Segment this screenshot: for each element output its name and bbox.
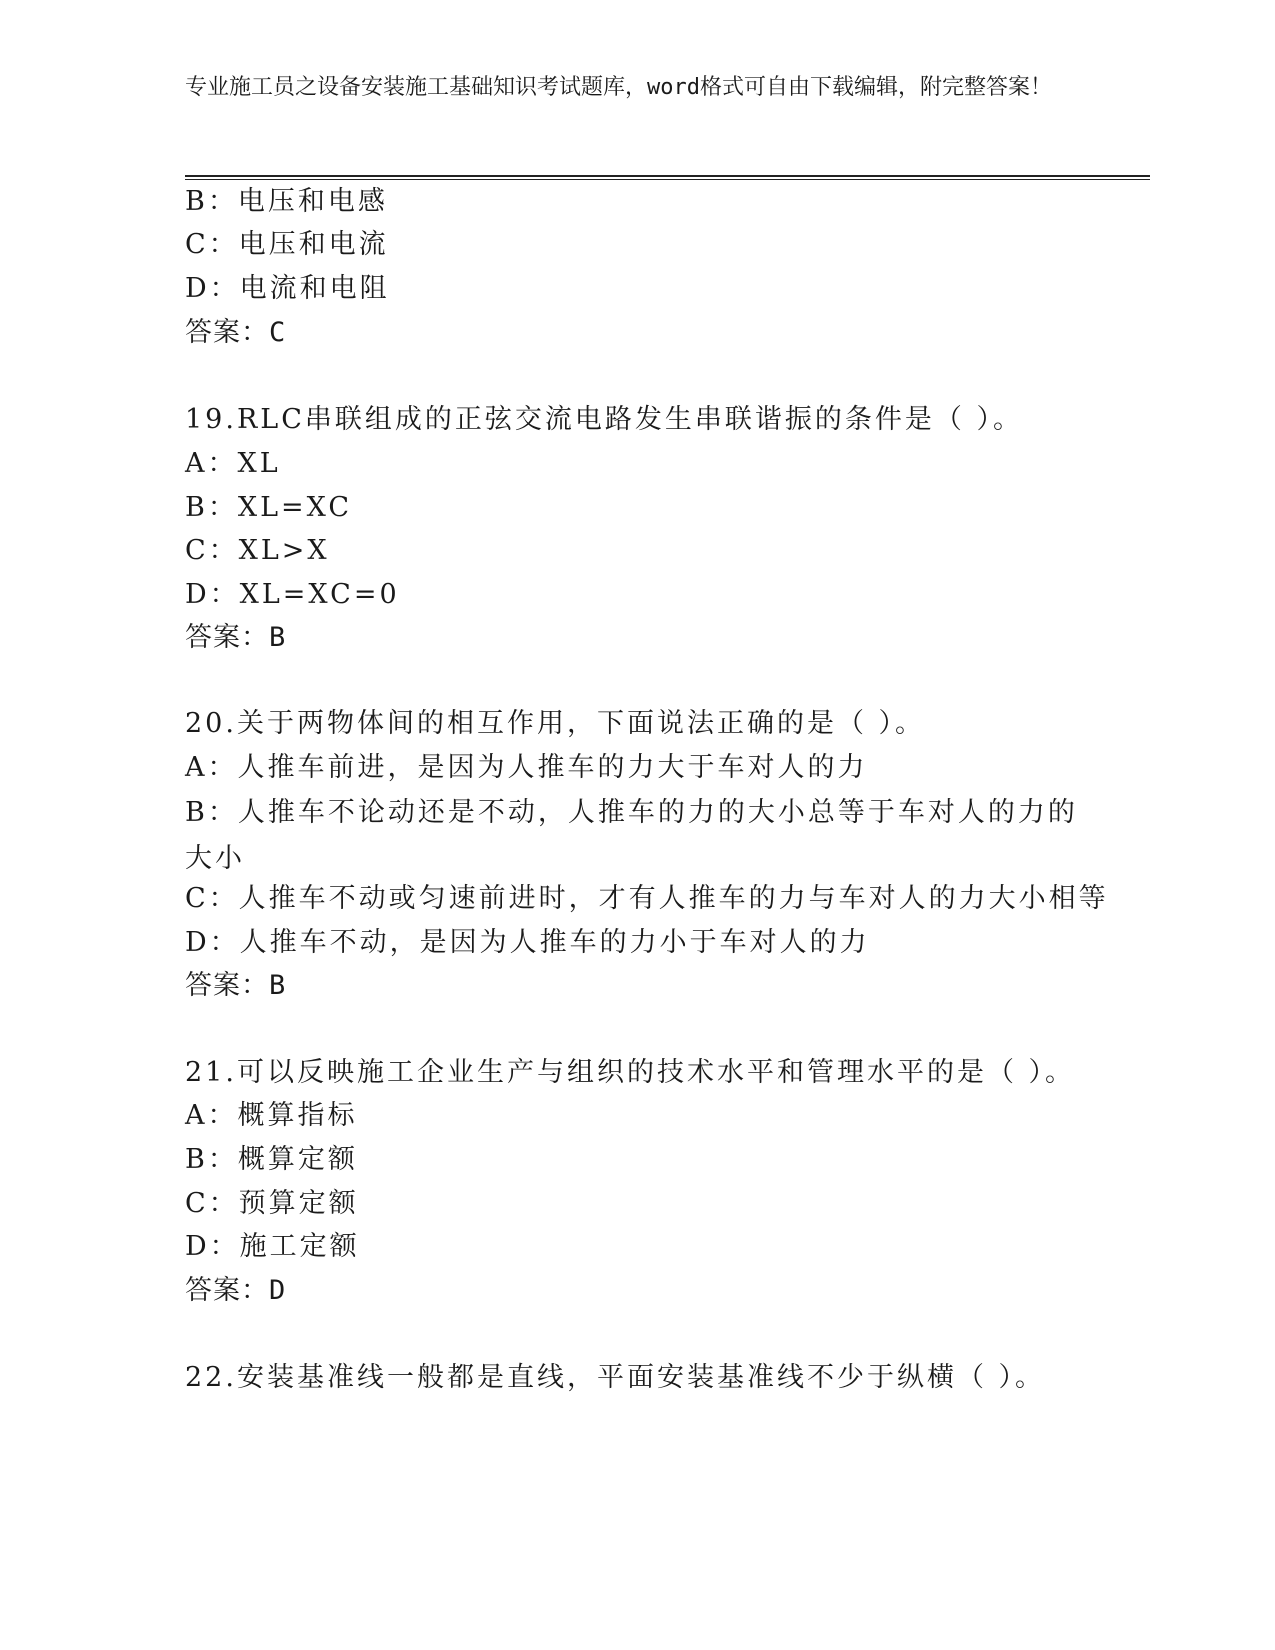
q18-answer: 答案：C <box>185 317 287 348</box>
q19-answer: 答案：B <box>185 622 287 653</box>
q20-option-b: B：人推车不论动还是不动，人推车的力的大小总等于车对人的力的大小 <box>185 797 1078 874</box>
q20-answer: 答案：B <box>185 970 287 1001</box>
q21-option-a: A：概算指标 <box>185 1100 358 1131</box>
q21-option-c: C：预算定额 <box>185 1188 359 1219</box>
q20-question: 20.关于两物体间的相互作用，下面说法正确的是（ ）。 <box>185 708 926 739</box>
q19-option-c: C：XL>X <box>185 535 330 566</box>
q22-question: 22.安装基准线一般都是直线，平面安装基准线不少于纵横（ ）。 <box>185 1362 1046 1393</box>
q20-option-c: C：人推车不动或匀速前进时，才有人推车的力与车对人的力大小相等 <box>185 883 1109 914</box>
q21-answer: 答案：D <box>185 1275 287 1306</box>
q19-option-b: B：XL=XC <box>185 492 353 523</box>
header-divider <box>185 175 1150 180</box>
q21-option-d: D：施工定额 <box>185 1231 360 1262</box>
q18-option-c: C：电压和电流 <box>185 229 389 260</box>
q21-question: 21.可以反映施工企业生产与组织的技术水平和管理水平的是（ ）。 <box>185 1057 1076 1088</box>
q19-question: 19.RLC串联组成的正弦交流电路发生串联谐振的条件是（ ）。 <box>185 404 1023 435</box>
document-header: 专业施工员之设备安装施工基础知识考试题库，word格式可自由下载编辑，附完整答案！ <box>185 75 1052 100</box>
q18-option-d: D：电流和电阻 <box>185 273 390 304</box>
q21-option-b: B：概算定额 <box>185 1144 358 1175</box>
q20-option-a: A：人推车前进，是因为人推车的力大于车对人的力 <box>185 752 868 783</box>
q18-option-b: B：电压和电感 <box>185 186 388 217</box>
q20-option-d: D：人推车不动，是因为人推车的力小于车对人的力 <box>185 927 870 958</box>
q19-option-d: D：XL=XC=0 <box>185 579 400 610</box>
q19-option-a: A：XL <box>185 448 281 479</box>
